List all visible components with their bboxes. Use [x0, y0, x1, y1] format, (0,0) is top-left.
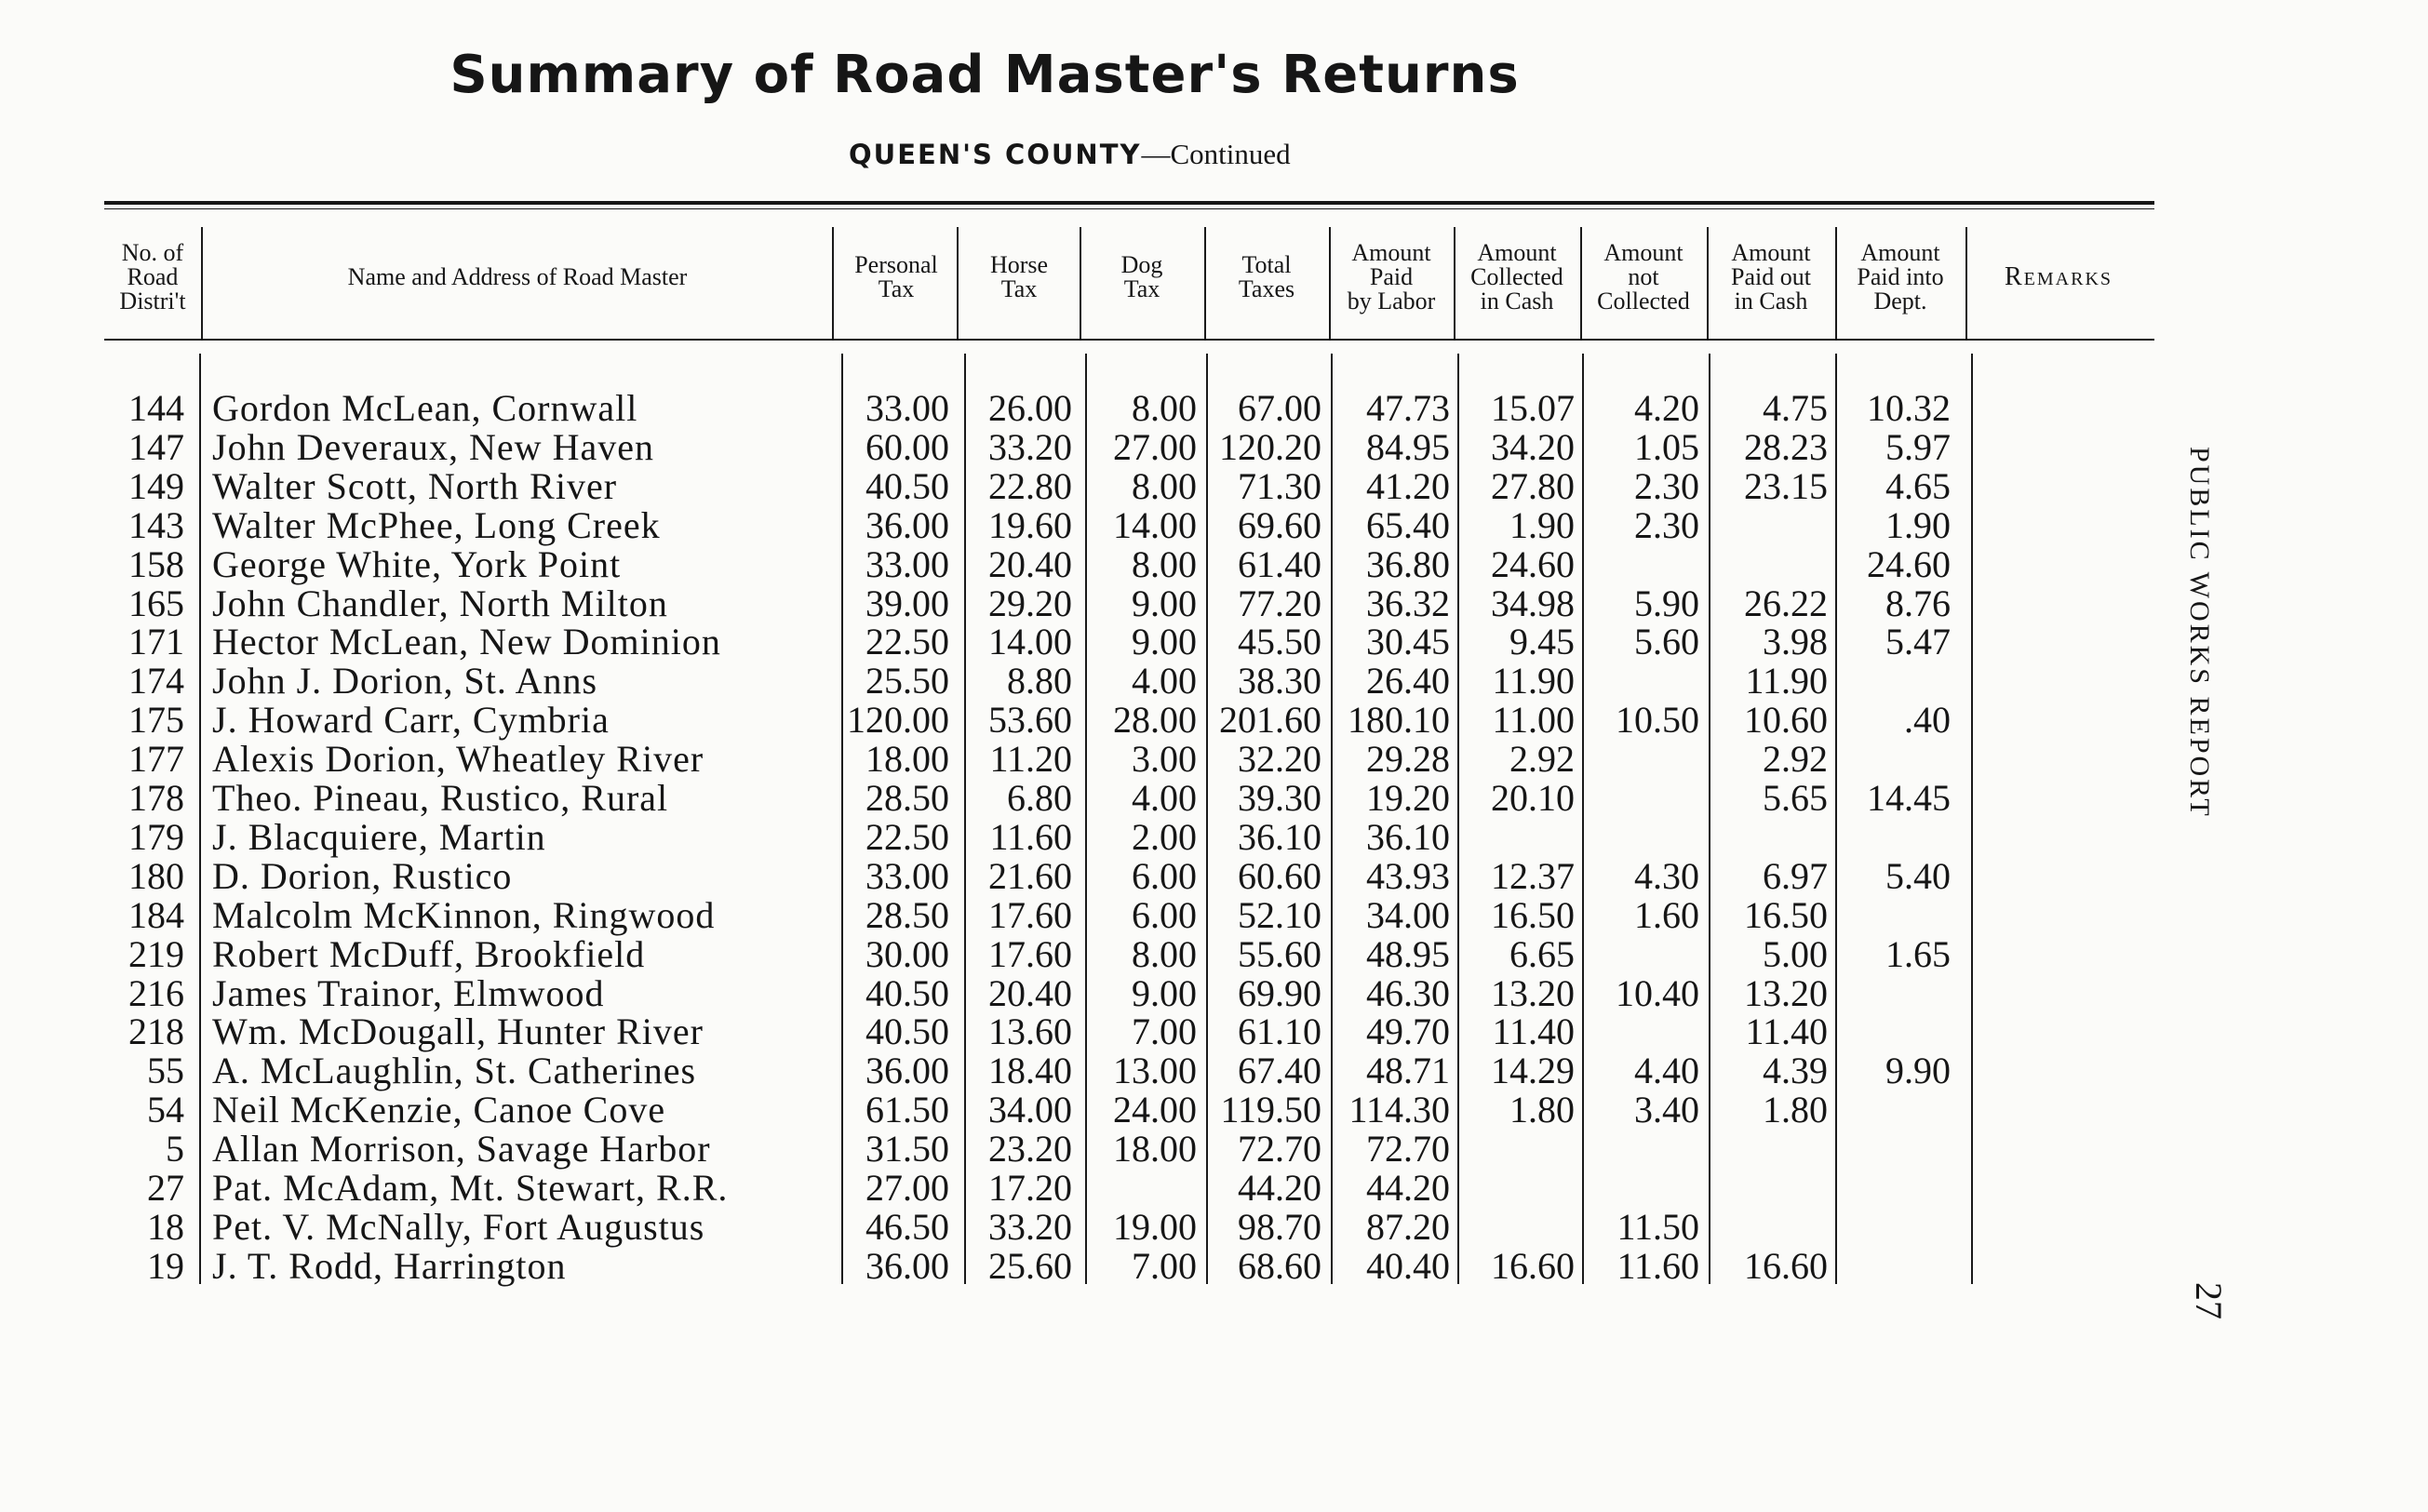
cell-paid-out: 11.90 [1745, 660, 1828, 702]
cell-name: Walter McPhee, Long Creek [212, 503, 661, 546]
cell-district: 219 [128, 932, 184, 975]
col-district-header: No. of Road Distri't [119, 239, 186, 314]
cell-name: Allan Morrison, Savage Harbor [212, 1128, 711, 1171]
cell-collected: 20.10 [1491, 777, 1575, 819]
cell-paid-out: 23.15 [1744, 464, 1828, 507]
cell-name: George White, York Point [212, 542, 622, 585]
cell-name: Pet. V. McNally, Fort Augustus [212, 1205, 705, 1248]
cell-labor: 36.10 [1366, 815, 1450, 858]
table-row [0, 779, 2428, 818]
cell-dog: 8.00 [1132, 542, 1197, 585]
cell-total: 52.10 [1238, 893, 1321, 936]
table-row [0, 425, 2428, 468]
cell-dog: 8.00 [1132, 932, 1197, 975]
page-number: 27 [2188, 1282, 2230, 1319]
cell-dog: 24.00 [1113, 1089, 1197, 1131]
cell-labor: 48.71 [1366, 1050, 1450, 1092]
cell-not-collected: 10.50 [1616, 699, 1699, 742]
cell-name: J. Blacquiere, Martin [212, 815, 546, 858]
cell-total: 120.20 [1219, 425, 1321, 468]
cell-dog: 9.00 [1132, 582, 1197, 624]
cell-horse: 11.20 [989, 738, 1072, 781]
cell-total: 69.90 [1238, 971, 1321, 1014]
cell-labor: 43.93 [1366, 854, 1450, 897]
col-paid-into-dept-header: Amount Paid into Dept. [1857, 239, 1944, 314]
table-row [0, 464, 2428, 507]
cell-dog: 7.00 [1132, 1244, 1197, 1287]
cell-dog: 3.00 [1132, 738, 1197, 781]
cell-horse: 33.20 [988, 1205, 1072, 1248]
cell-personal: 22.50 [865, 621, 949, 663]
cell-not-collected: 1.60 [1634, 893, 1699, 936]
cell-dog: 19.00 [1113, 1205, 1197, 1248]
cell-not-collected: 4.30 [1634, 854, 1699, 897]
table-row [0, 893, 2428, 936]
cell-personal: 36.00 [865, 1244, 949, 1287]
cell-total: 77.20 [1238, 582, 1321, 624]
cell-total: 36.10 [1238, 815, 1321, 858]
cell-district: 149 [128, 464, 184, 507]
cell-labor: 41.20 [1366, 464, 1450, 507]
cell-name: John Chandler, North Milton [212, 582, 668, 624]
col-paid-out-in-cash-header: Amount Paid out in Cash [1731, 239, 1811, 314]
cell-name: Neil McKenzie, Canoe Cove [212, 1089, 666, 1131]
cell-personal: 40.50 [865, 1010, 949, 1053]
cell-district: 218 [128, 1010, 184, 1053]
cell-collected: 11.90 [1492, 660, 1575, 702]
cell-paid-out: 28.23 [1744, 425, 1828, 468]
cell-not-collected: 2.30 [1634, 464, 1699, 507]
header-divider [1965, 227, 1967, 339]
table-row [0, 1012, 2428, 1051]
cell-horse: 33.20 [988, 425, 1072, 468]
cell-personal: 36.00 [865, 503, 949, 546]
cell-paid-out: 26.22 [1744, 582, 1828, 624]
cell-collected: 16.50 [1491, 893, 1575, 936]
cell-labor: 48.95 [1366, 932, 1450, 975]
cell-labor: 49.70 [1366, 1010, 1450, 1053]
cell-labor: 36.80 [1366, 542, 1450, 585]
cell-paid-dept: 10.32 [1867, 387, 1951, 429]
table-row [0, 503, 2428, 546]
table-row [0, 1051, 2428, 1091]
table-row [0, 584, 2428, 623]
cell-name: A. McLaughlin, St. Catherines [212, 1050, 697, 1092]
cell-total: 60.60 [1238, 854, 1321, 897]
cell-horse: 22.80 [988, 464, 1072, 507]
cell-collected: 1.80 [1509, 1089, 1575, 1131]
cell-total: 61.10 [1238, 1010, 1321, 1053]
cell-total: 72.70 [1238, 1128, 1321, 1171]
cell-name: James Trainor, Elmwood [212, 971, 605, 1014]
cell-paid-out: 4.39 [1763, 1050, 1828, 1092]
cell-paid-out: 6.97 [1763, 854, 1828, 897]
subtitle-continued: —Continued [1141, 138, 1291, 170]
header-divider [1580, 227, 1582, 339]
cell-dog: 8.00 [1132, 464, 1197, 507]
header-divider [1080, 227, 1081, 339]
cell-collected: 16.60 [1491, 1244, 1575, 1287]
cell-district: 216 [128, 971, 184, 1014]
cell-labor: 46.30 [1366, 971, 1450, 1014]
cell-total: 55.60 [1238, 932, 1321, 975]
cell-collected: 27.80 [1491, 464, 1575, 507]
col-paid-by-labor-header: Amount Paid by Labor [1347, 239, 1436, 314]
table-row [0, 1130, 2428, 1169]
cell-not-collected: 11.50 [1616, 1205, 1699, 1248]
cell-not-collected: 5.60 [1634, 621, 1699, 663]
cell-dog: 14.00 [1113, 503, 1197, 546]
cell-total: 39.30 [1238, 777, 1321, 819]
table-row [0, 932, 2428, 975]
page-subtitle [849, 138, 1291, 171]
header-divider [957, 227, 959, 339]
cell-labor: 180.10 [1348, 699, 1450, 742]
cell-not-collected: 3.40 [1634, 1089, 1699, 1131]
cell-dog: 7.00 [1132, 1010, 1197, 1053]
cell-dog: 6.00 [1132, 893, 1197, 936]
cell-paid-out: 5.65 [1763, 777, 1828, 819]
cell-dog: 18.00 [1113, 1128, 1197, 1171]
cell-labor: 87.20 [1366, 1205, 1450, 1248]
cell-collected: 15.07 [1491, 387, 1575, 429]
cell-paid-out: 16.50 [1744, 893, 1828, 936]
cell-personal: 39.00 [865, 582, 949, 624]
cell-collected: 14.29 [1491, 1050, 1575, 1092]
header-divider [1329, 227, 1331, 339]
cell-labor: 29.28 [1366, 738, 1450, 781]
cell-personal: 31.50 [865, 1128, 949, 1171]
cell-labor: 40.40 [1366, 1244, 1450, 1287]
cell-horse: 11.60 [989, 815, 1072, 858]
header-divider [832, 227, 834, 339]
cell-district: 55 [147, 1050, 184, 1092]
cell-name: Gordon McLean, Cornwall [212, 387, 638, 429]
cell-personal: 33.00 [865, 387, 949, 429]
col-horse-tax-header: Horse Tax [989, 251, 1049, 302]
table-row [0, 854, 2428, 897]
table-row [0, 542, 2428, 585]
cell-horse: 18.40 [988, 1050, 1072, 1092]
cell-personal: 28.50 [865, 777, 949, 819]
page-title: Summary of Road Master's Returns [449, 45, 1520, 105]
cell-not-collected: 1.05 [1634, 425, 1699, 468]
cell-not-collected: 5.90 [1634, 582, 1699, 624]
cell-collected: 12.37 [1491, 854, 1575, 897]
table-row [0, 815, 2428, 858]
cell-district: 177 [128, 738, 184, 781]
cell-paid-dept: 5.47 [1885, 621, 1951, 663]
cell-personal: 40.50 [865, 971, 949, 1014]
cell-district: 19 [147, 1244, 184, 1287]
top-rule-thin [104, 208, 2154, 209]
cell-district: 178 [128, 777, 184, 819]
cell-labor: 19.20 [1366, 777, 1450, 819]
cell-collected: 24.60 [1491, 542, 1575, 585]
cell-collected: 11.40 [1492, 1010, 1575, 1053]
cell-dog: 9.00 [1132, 621, 1197, 663]
cell-paid-dept: 8.76 [1885, 582, 1951, 624]
header-rule [104, 339, 2154, 341]
cell-name: Walter Scott, North River [212, 464, 618, 507]
header-divider [1204, 227, 1206, 339]
cell-collected: 34.98 [1491, 582, 1575, 624]
cell-name: John J. Dorion, St. Anns [212, 660, 598, 702]
cell-personal: 33.00 [865, 854, 949, 897]
cell-name: Theo. Pineau, Rustico, Rural [212, 777, 669, 819]
col-collected-in-cash-header: Amount Collected in Cash [1470, 239, 1563, 314]
cell-paid-dept: 1.90 [1885, 503, 1951, 546]
cell-labor: 84.95 [1366, 425, 1450, 468]
cell-personal: 36.00 [865, 1050, 949, 1092]
cell-personal: 120.00 [847, 699, 949, 742]
cell-total: 201.60 [1219, 699, 1321, 742]
cell-labor: 34.00 [1366, 893, 1450, 936]
cell-paid-dept: 9.90 [1885, 1050, 1951, 1092]
cell-paid-out: 2.92 [1763, 738, 1828, 781]
cell-collected: 1.90 [1509, 503, 1575, 546]
cell-horse: 26.00 [988, 387, 1072, 429]
cell-horse: 17.20 [988, 1167, 1072, 1209]
cell-labor: 26.40 [1366, 660, 1450, 702]
table-row [0, 662, 2428, 701]
cell-name: J. Howard Carr, Cymbria [212, 699, 610, 742]
col-personal-tax-header: Personal Tax [854, 251, 938, 302]
side-running-title: PUBLIC WORKS REPORT [2184, 447, 2215, 819]
table-row [0, 1244, 2428, 1287]
cell-district: 18 [147, 1205, 184, 1248]
cell-district: 143 [128, 503, 184, 546]
cell-paid-out: 11.40 [1745, 1010, 1828, 1053]
cell-personal: 46.50 [865, 1205, 949, 1248]
cell-horse: 20.40 [988, 542, 1072, 585]
cell-personal: 60.00 [865, 425, 949, 468]
cell-personal: 28.50 [865, 893, 949, 936]
cell-paid-dept: 5.97 [1885, 425, 1951, 468]
cell-paid-dept: 14.45 [1867, 777, 1951, 819]
cell-dog: 28.00 [1113, 699, 1197, 742]
cell-personal: 61.50 [865, 1089, 949, 1131]
cell-personal: 18.00 [865, 738, 949, 781]
cell-district: 179 [128, 815, 184, 858]
cell-dog: 4.00 [1132, 777, 1197, 819]
cell-district: 158 [128, 542, 184, 585]
col-dog-tax-header: Dog Tax [1120, 251, 1163, 302]
cell-not-collected: 4.20 [1634, 387, 1699, 429]
cell-collected: 11.00 [1492, 699, 1575, 742]
cell-district: 5 [166, 1128, 184, 1171]
cell-total: 38.30 [1238, 660, 1321, 702]
cell-name: Hector McLean, New Dominion [212, 621, 721, 663]
cell-paid-out: 5.00 [1763, 932, 1828, 975]
cell-horse: 34.00 [988, 1089, 1072, 1131]
cell-not-collected: 11.60 [1616, 1244, 1699, 1287]
cell-horse: 14.00 [988, 621, 1072, 663]
cell-collected: 9.45 [1509, 621, 1575, 663]
cell-labor: 72.70 [1366, 1128, 1450, 1171]
cell-dog: 13.00 [1113, 1050, 1197, 1092]
cell-not-collected: 4.40 [1634, 1050, 1699, 1092]
cell-not-collected: 10.40 [1616, 971, 1699, 1014]
cell-personal: 30.00 [865, 932, 949, 975]
cell-name: Robert McDuff, Brookfield [212, 932, 646, 975]
cell-dog: 6.00 [1132, 854, 1197, 897]
cell-paid-dept: .40 [1904, 699, 1951, 742]
cell-labor: 36.32 [1366, 582, 1450, 624]
cell-name: John Deveraux, New Haven [212, 425, 654, 468]
cell-paid-dept: 5.40 [1885, 854, 1951, 897]
cell-horse: 25.60 [988, 1244, 1072, 1287]
cell-collected: 2.92 [1509, 738, 1575, 781]
cell-personal: 40.50 [865, 464, 949, 507]
cell-dog: 27.00 [1113, 425, 1197, 468]
cell-personal: 25.50 [865, 660, 949, 702]
cell-total: 67.00 [1238, 387, 1321, 429]
header-divider [201, 227, 203, 339]
cell-paid-out: 10.60 [1744, 699, 1828, 742]
cell-labor: 44.20 [1366, 1167, 1450, 1209]
cell-name: D. Dorion, Rustico [212, 854, 513, 897]
cell-name: Pat. McAdam, Mt. Stewart, R.R. [212, 1167, 729, 1209]
cell-horse: 29.20 [988, 582, 1072, 624]
col-not-collected-header: Amount not Collected [1597, 239, 1690, 314]
cell-horse: 13.60 [988, 1010, 1072, 1053]
table-row [0, 1205, 2428, 1248]
cell-dog: 4.00 [1132, 660, 1197, 702]
cell-horse: 19.60 [988, 503, 1072, 546]
cell-name: Malcolm McKinnon, Ringwood [212, 893, 716, 936]
cell-total: 44.20 [1238, 1167, 1321, 1209]
cell-total: 45.50 [1238, 621, 1321, 663]
cell-paid-dept: 4.65 [1885, 464, 1951, 507]
cell-total: 68.60 [1238, 1244, 1321, 1287]
col-total-taxes-header: Total Taxes [1238, 251, 1295, 302]
cell-district: 27 [147, 1167, 184, 1209]
cell-labor: 114.30 [1348, 1089, 1450, 1131]
cell-labor: 47.73 [1366, 387, 1450, 429]
col-name-header: Name and Address of Road Master [347, 263, 688, 290]
cell-collected: 13.20 [1491, 971, 1575, 1014]
cell-total: 61.40 [1238, 542, 1321, 585]
subtitle-county: QUEEN'S COUNTY [849, 139, 1142, 170]
cell-not-collected: 2.30 [1634, 503, 1699, 546]
cell-district: 180 [128, 854, 184, 897]
cell-name: Alexis Dorion, Wheatley River [212, 738, 704, 781]
table-row [0, 701, 2428, 740]
cell-district: 171 [128, 621, 184, 663]
cell-horse: 53.60 [988, 699, 1072, 742]
cell-collected: 6.65 [1509, 932, 1575, 975]
cell-paid-dept: 24.60 [1867, 542, 1951, 585]
cell-paid-out: 13.20 [1744, 971, 1828, 1014]
cell-personal: 22.50 [865, 815, 949, 858]
cell-total: 67.40 [1238, 1050, 1321, 1092]
header-divider [1707, 227, 1709, 339]
table-row [0, 622, 2428, 662]
cell-collected: 34.20 [1491, 425, 1575, 468]
cell-horse: 17.60 [988, 893, 1072, 936]
cell-dog: 2.00 [1132, 815, 1197, 858]
table-row [0, 1169, 2428, 1208]
header-divider [1454, 227, 1455, 339]
cell-paid-out: 3.98 [1763, 621, 1828, 663]
cell-paid-dept: 1.65 [1885, 932, 1951, 975]
cell-district: 174 [128, 660, 184, 702]
table-row [0, 389, 2428, 428]
cell-labor: 30.45 [1366, 621, 1450, 663]
cell-labor: 65.40 [1366, 503, 1450, 546]
cell-district: 165 [128, 582, 184, 624]
cell-name: J. T. Rodd, Harrington [212, 1244, 567, 1287]
header-divider [1835, 227, 1837, 339]
cell-horse: 8.80 [1007, 660, 1072, 702]
cell-paid-out: 16.60 [1744, 1244, 1828, 1287]
cell-paid-out: 4.75 [1763, 387, 1828, 429]
col-remarks-header: Remarks [2004, 262, 2113, 291]
cell-district: 144 [128, 387, 184, 429]
cell-total: 71.30 [1238, 464, 1321, 507]
cell-paid-out: 1.80 [1763, 1089, 1828, 1131]
cell-name: Wm. McDougall, Hunter River [212, 1010, 704, 1053]
cell-horse: 6.80 [1007, 777, 1072, 819]
cell-total: 119.50 [1220, 1089, 1321, 1131]
cell-total: 32.20 [1238, 738, 1321, 781]
cell-horse: 17.60 [988, 932, 1072, 975]
cell-district: 54 [147, 1089, 184, 1131]
cell-total: 98.70 [1238, 1205, 1321, 1248]
cell-district: 184 [128, 893, 184, 936]
table-row [0, 1091, 2428, 1130]
table-row [0, 971, 2428, 1014]
top-rule [104, 201, 2154, 205]
cell-district: 147 [128, 425, 184, 468]
table-row [0, 740, 2428, 779]
cell-district: 175 [128, 699, 184, 742]
cell-personal: 33.00 [865, 542, 949, 585]
cell-dog: 9.00 [1132, 971, 1197, 1014]
cell-total: 69.60 [1238, 503, 1321, 546]
cell-dog: 8.00 [1132, 387, 1197, 429]
cell-horse: 21.60 [988, 854, 1072, 897]
cell-personal: 27.00 [865, 1167, 949, 1209]
cell-horse: 20.40 [988, 971, 1072, 1014]
cell-horse: 23.20 [988, 1128, 1072, 1171]
